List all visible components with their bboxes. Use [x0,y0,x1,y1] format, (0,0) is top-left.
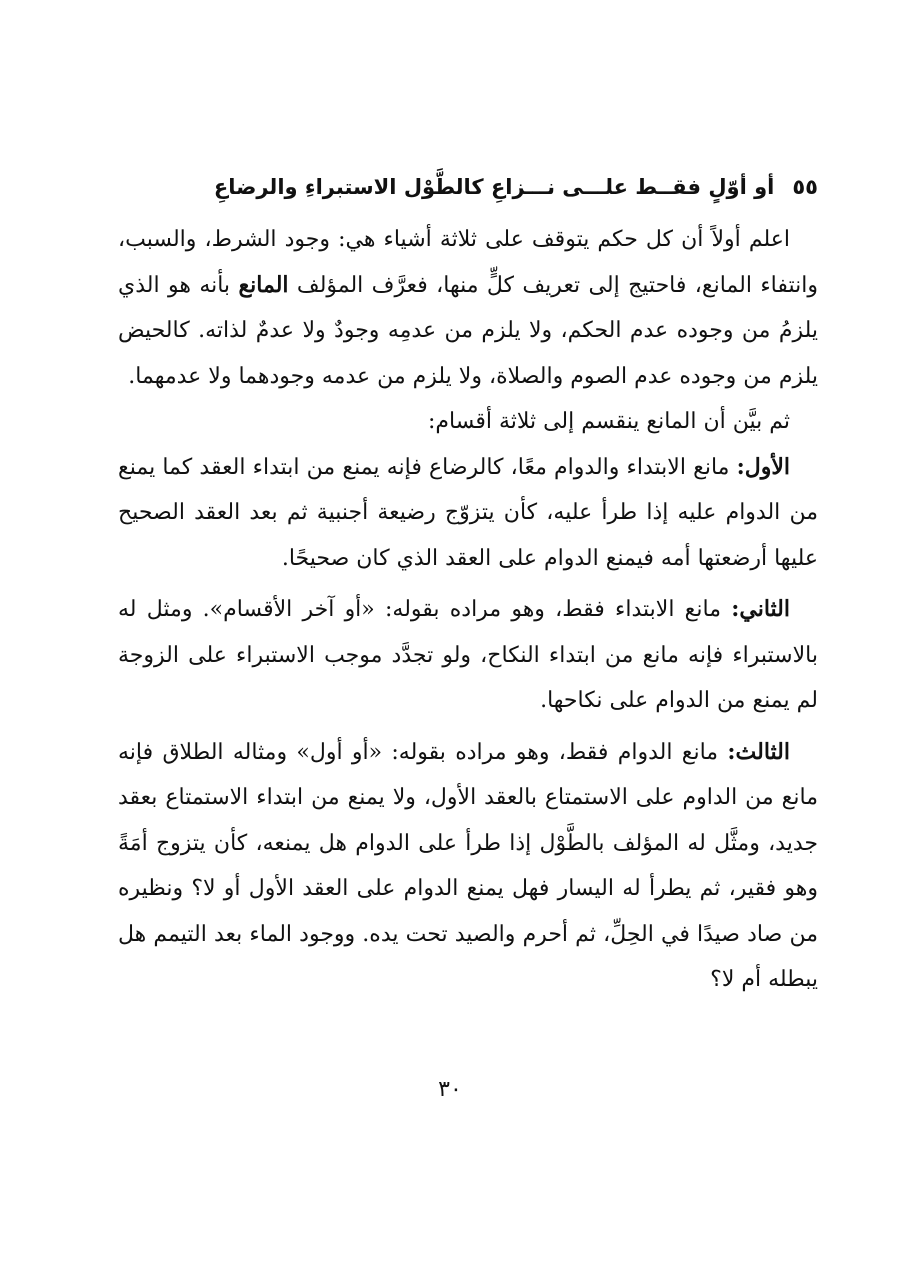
paragraph-intro-text: اعلم أولاً أن كل حكم يتوقف على ثلاثة أشياء هي: وجود الشرط، والسبب، وانتفاء المانع، فاحتيج إلى تعريف كلٍّ منها، فعرَّف المؤلف [118,227,819,298]
paragraph-division: ثم بيَّن أن المانع ينقسم إلى ثلاثة أقسام: [427,409,790,434]
term-third: الثالث: [727,738,790,765]
page-number: ٣٠ [438,1077,462,1102]
term-second: الثاني: [731,596,790,622]
verse-heading [118,165,818,209]
paragraph-first [118,445,818,582]
paragraph-second [118,587,818,724]
paragraph-third-text: مانع الدوام فقط، وهو مراده بقوله: «أو أول» ومثاله الطلاق فإنه مانع من الداوم على الاستمتاع بالعقد الأول، ولا يمنع من ابتداء الاستمتاع بعقد جديد، ومثَّل له المؤلف بالطَّوْل إذا طرأ على الدوام هل يمنعه، كأن يتزوج أمَةً وهو فقير، ثم يطرأ له اليسار فهل يمنع الدوام على العقد الأول أو لا؟ ونظيره من صاد صيدًا في الحِلِّ، ثم أحرم والصيد تحت يده. ووجود الماء بعد التيمم هل يبطله أم لا؟ [118,739,818,992]
paragraph-third [118,730,818,1003]
paragraph-intro [118,217,818,399]
paragraph-second-text: مانع الابتداء فقط، وهو مراده بقوله: «أو آخر الأقسام». ومثل له بالاستبراء فإنه مانع من ابتداء النكاح، ولو تجدَّد موجب الاستبراء على الزوجة لم يمنع من الدوام على نكاحها. [118,597,818,713]
verse-text: أو أوّلٍ فقــط علـــى نـــزاعِ كالطَّوْل الاستبراءِ والرضاعِ [213,175,775,199]
paragraph-first-text: مانع الابتداء والدوام معًا، كالرضاع فإنه يمنع من ابتداء العقد كما يمنع من الدوام عليه إذا طرأ عليه، كأن يتزوّج رضيعة أجنبية ثم بعد العقد الصحيح عليها أرضعتها أمه فيمنع الدوام على العقد الذي كان صحيحًا. [118,454,818,571]
paragraph-intro-rest: بأنه هو الذي يلزمُ من وجوده عدم الحكم، ولا يلزم من عدمِه وجودٌ ولا عدمٌ لذاته. كالحيض يلزم من وجوده عدم الصوم والصلاة، ولا يلزم من عدمه وجودهما ولا عدمهما. [118,272,818,389]
verse-number: ٥٥ [792,175,818,199]
page-body [118,165,818,1003]
bold-term-mani: المانع [238,271,289,298]
term-first: الأول: [736,453,790,480]
